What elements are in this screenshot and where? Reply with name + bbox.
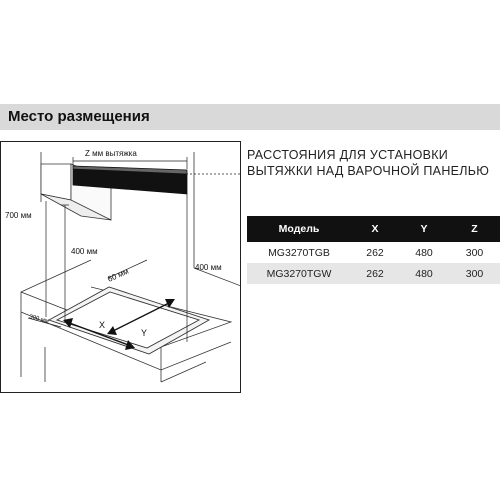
header-y: Y bbox=[399, 216, 449, 242]
cell-x: 262 bbox=[351, 242, 399, 263]
label-700: 700 мм bbox=[5, 211, 32, 220]
installation-diagram-drawing bbox=[1, 142, 241, 393]
cell-y: 480 bbox=[399, 263, 449, 284]
header-x: X bbox=[351, 216, 399, 242]
table-row bbox=[247, 263, 500, 284]
cell-model: MG3270TGB bbox=[247, 242, 351, 263]
installation-diagram bbox=[0, 141, 241, 393]
label-y: Y bbox=[141, 328, 148, 338]
table-row bbox=[247, 242, 500, 263]
table-header-row bbox=[247, 216, 500, 242]
cell-z: 300 bbox=[449, 263, 500, 284]
info-heading-line-1: РАССТОЯНИЯ ДЛЯ УСТАНОВКИ bbox=[247, 148, 449, 162]
header-z: Z bbox=[449, 216, 500, 242]
label-400-right: 400 мм bbox=[195, 263, 222, 272]
models-table bbox=[247, 216, 500, 284]
label-60: 60 мм bbox=[106, 266, 131, 284]
section-header-bar bbox=[0, 104, 500, 130]
cell-model: MG3270TGW bbox=[247, 263, 351, 284]
cell-y: 480 bbox=[399, 242, 449, 263]
info-heading-line-2: ВЫТЯЖКИ НАД ВАРОЧНОЙ ПАНЕЛЬЮ bbox=[247, 164, 490, 178]
section-title: Место размещения bbox=[8, 108, 150, 125]
label-300: 300 мм bbox=[28, 314, 50, 325]
label-x: X bbox=[99, 320, 106, 330]
cell-z: 300 bbox=[449, 242, 500, 263]
cell-x: 262 bbox=[351, 263, 399, 284]
header-model: Модель bbox=[247, 216, 351, 242]
label-z-hood: Z мм вытяжка bbox=[85, 149, 137, 158]
label-400-left: 400 мм bbox=[71, 247, 98, 256]
